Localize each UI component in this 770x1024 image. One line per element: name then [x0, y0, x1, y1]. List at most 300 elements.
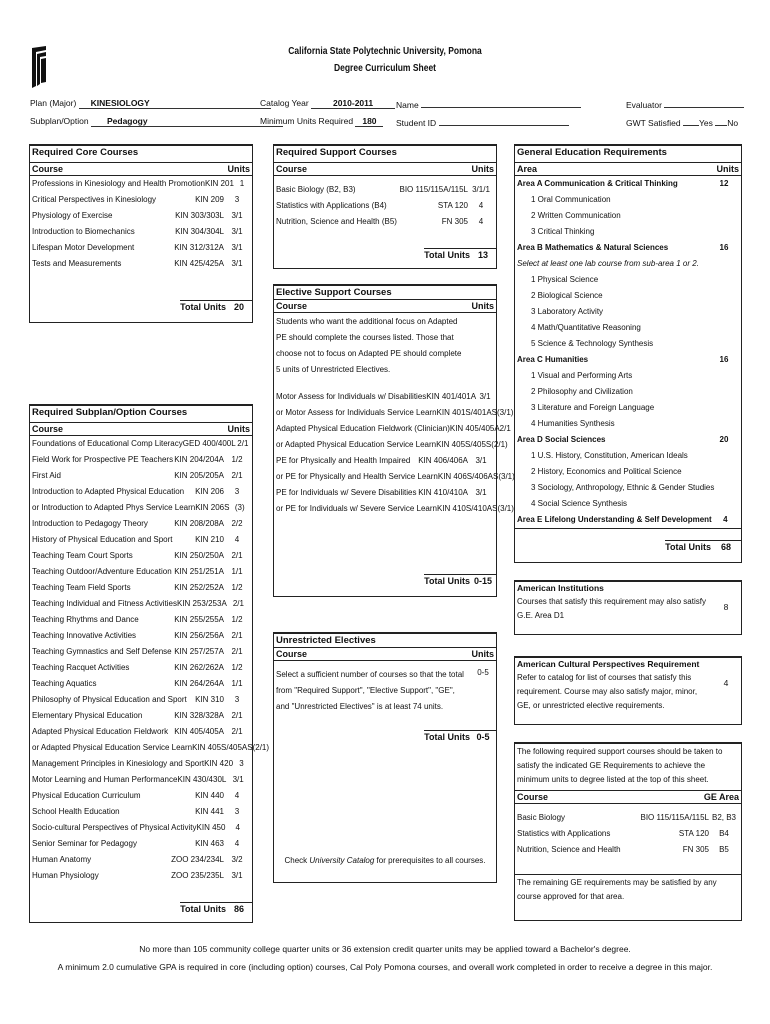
ge-row-text: 4 Humanities Synthesis — [531, 419, 615, 428]
elective-row — [274, 421, 511, 437]
elective-row — [274, 453, 496, 469]
elective-title: Elective Support Courses — [276, 287, 392, 298]
course-units: 2/1 — [232, 599, 244, 608]
student-id-input[interactable] — [439, 116, 569, 126]
course-units: 3/1 — [231, 243, 243, 252]
course-code: KIN 253/253A — [176, 599, 227, 608]
course-code: KIN 310 — [195, 695, 224, 704]
unrestricted-col-units: Units — [471, 649, 494, 659]
course-code: KIN 463 — [195, 839, 224, 848]
ge-row-area — [515, 176, 741, 192]
course-units: (3/1) — [497, 504, 514, 513]
ge-row-area — [515, 432, 741, 448]
unrestricted-box — [273, 632, 497, 883]
course-units: 2/1 — [231, 551, 243, 560]
course-name: Physical Education Curriculum — [32, 791, 141, 800]
subplan-total-label: Total Units — [180, 904, 226, 914]
ge-row-sub — [515, 416, 741, 432]
unrestricted-note: Select a sufficient number of courses so that the total from "Required Support", "Elective Support", "GE", and "Unrestricted Electives" is at least 74 units. — [276, 670, 464, 711]
subplan-row — [30, 740, 270, 756]
support-col-units: Units — [471, 164, 494, 174]
course-units: 1/2 — [231, 615, 243, 624]
course-code: KIN 401S/401AS — [436, 408, 497, 417]
ge-row-units — [709, 304, 739, 320]
support-table-header — [274, 162, 496, 176]
course-name: or Introduction to Adapted Phys Service Learn — [32, 503, 196, 512]
course-units: 1 — [239, 179, 245, 188]
ge-row-text: 2 History, Economics and Political Science — [531, 467, 682, 476]
name-label: Name — [396, 100, 419, 110]
american-cult-text: Refer to catalog for list of courses that satisfy this requirement. Course may also satisfy major, minor, GE, or unrestricted elective requirements. — [517, 673, 698, 710]
subplan-row — [30, 612, 252, 628]
gwt-yes-blank[interactable] — [683, 116, 699, 126]
core-row — [30, 224, 252, 240]
course-code: KIN 205/205A — [174, 471, 224, 480]
course-code: KIN 262/262A — [174, 663, 224, 672]
student-id-label: Student ID — [396, 118, 437, 128]
ge-row-sub — [515, 384, 741, 400]
course-name: Teaching Team Court Sports — [32, 551, 133, 560]
min-units-field — [260, 116, 383, 127]
prereq-check-note — [274, 856, 496, 865]
ge-col-area: Area — [517, 164, 538, 174]
ge-row-sub — [515, 320, 741, 336]
elective-courses-box — [273, 284, 515, 597]
course-code: KIN 264/264A — [174, 679, 224, 688]
course-units: 4 — [234, 839, 240, 848]
course-name: Teaching Individual and Fitness Activities — [32, 599, 177, 608]
subplan-row — [30, 436, 252, 452]
ge-row-units — [709, 496, 739, 512]
core-row — [30, 240, 252, 256]
gwt-no-blank[interactable] — [715, 116, 727, 126]
course-code: KIN 440 — [195, 791, 224, 800]
course-units: (3) — [234, 503, 245, 512]
course-units: 4 — [478, 217, 484, 226]
ge-requirements-box — [514, 144, 742, 563]
course-code: KIN 406/406A — [418, 456, 468, 465]
ge-total — [665, 540, 741, 552]
american-inst-units: 8 — [723, 602, 729, 612]
ge-row-text: 1 Visual and Performing Arts — [531, 371, 633, 380]
elective-row — [274, 501, 514, 517]
american-cult-title: American Cultural Perspectives Requirement — [517, 659, 700, 669]
ge-table-header — [515, 162, 741, 176]
course-code: KIN 406S/406AS — [437, 472, 499, 481]
catalog-year-field — [260, 98, 395, 109]
ge-row-text: 3 Literature and Foreign Language — [531, 403, 655, 412]
course-units: 3 — [234, 487, 240, 496]
course-units: 4 — [234, 535, 240, 544]
course-code: KIN 441 — [195, 807, 224, 816]
unrestricted-total-value: 0-5 — [470, 730, 496, 742]
ge-total-value: 68 — [711, 540, 741, 552]
ge-row-units — [709, 336, 739, 352]
elective-row — [274, 469, 515, 485]
subplan-total — [180, 902, 252, 914]
ge-row-sub — [515, 304, 741, 320]
course-name: Physiology of Exercise — [32, 211, 113, 220]
ge-row-text: 4 Social Science Synthesis — [531, 499, 628, 508]
subplan-value[interactable]: Pedagogy — [91, 116, 283, 127]
ge-row-text: Area A Communication & Critical Thinking — [517, 179, 678, 188]
course-name: School Health Education — [32, 807, 120, 816]
ge-row-text: Area E Lifelong Understanding & Self Development — [517, 515, 712, 524]
course-code: KIN 420 — [204, 759, 234, 768]
american-cultural-box — [514, 656, 742, 725]
subplan-row — [30, 820, 252, 836]
course-name: Tests and Measurements — [32, 259, 122, 268]
course-name: Management Principles in Kinesiology and Sport — [32, 759, 205, 768]
ge-row-units — [709, 256, 739, 272]
ge-row-text: Area D Social Sciences — [517, 435, 606, 444]
subplan-row — [30, 500, 252, 516]
course-code: KIN 410/410A — [418, 488, 468, 497]
prereq-prefix: Check — [284, 856, 310, 865]
course-name: History of Physical Education and Sport — [32, 535, 173, 544]
course-units: 4 — [234, 791, 240, 800]
ge-row-units — [709, 416, 739, 432]
course-name: Human Physiology — [32, 871, 99, 880]
course-units: 3/1 — [232, 775, 244, 784]
ge-row-units — [714, 480, 739, 496]
course-units: 3/2 — [231, 855, 243, 864]
course-code: KIN 312/312A — [174, 243, 224, 252]
support-ge-row — [515, 810, 741, 826]
support-ge-box — [514, 742, 742, 921]
ge-row-units: 12 — [719, 179, 729, 188]
course-name: Professions in Kinesiology and Health Promotion — [32, 179, 205, 188]
subplan-row — [30, 484, 252, 500]
elective-total — [424, 574, 496, 586]
unrestricted-note-row — [274, 661, 496, 716]
subplan-label: Subplan/Option — [30, 116, 89, 126]
american-cult-units: 4 — [723, 678, 729, 688]
core-total-label: Total Units — [180, 302, 226, 312]
subplan-row — [30, 772, 252, 788]
support-ge-rows — [515, 804, 741, 866]
subplan-field — [30, 116, 283, 127]
course-name: Philosophy of Physical Education and Sport — [32, 695, 187, 704]
course-code: KIN 303/303L — [175, 211, 224, 220]
course-code: KIN 209 — [195, 195, 224, 204]
course-name: Teaching Rhythms and Dance — [32, 615, 139, 624]
course-units: (3/1) — [498, 472, 515, 481]
ge-row-text: Area C Humanities — [517, 355, 589, 364]
ge-row-sub — [515, 368, 741, 384]
support-ge-course-code: STA 120 — [678, 829, 709, 838]
ge-row-text: 3 Sociology, Anthropology, Ethnic & Gender Studies — [531, 483, 715, 492]
course-code: KIN 256/256A — [174, 631, 224, 640]
course-name: Field Work for Prospective PE Teachers — [32, 455, 174, 464]
course-name: or Adapted Physical Education Service Learn — [32, 743, 193, 752]
ge-row-text: 1 Oral Communication — [531, 195, 611, 204]
student-id-field — [396, 116, 569, 128]
ge-row-area — [515, 352, 741, 368]
catalog-value[interactable]: 2010-2011 — [311, 98, 395, 109]
subplan-row — [30, 532, 252, 548]
ge-row-units — [709, 400, 739, 416]
ge-row-text: 3 Critical Thinking — [531, 227, 595, 236]
ge-row-italic — [515, 256, 741, 272]
course-units: 2/1 — [231, 647, 243, 656]
ge-row-sub — [515, 224, 741, 240]
support-ge-course-code: BIO 115/115A/115L — [640, 813, 709, 822]
subplan-row — [30, 676, 252, 692]
course-code: KIN 328/328A — [174, 711, 224, 720]
header-sheet-title: Degree Curriculum Sheet — [333, 63, 437, 74]
course-units: 2/1 — [499, 424, 511, 433]
core-table-header — [30, 162, 252, 176]
subplan-row — [30, 804, 252, 820]
name-field — [396, 98, 581, 110]
support-title: Required Support Courses — [276, 147, 397, 158]
support-ge-intro: The following required support courses should be taken to satisfy the indicated GE Requirements to achieve the minimum units to degree listed at the top of this sheet. — [517, 747, 723, 784]
course-code: KIN 210 — [195, 535, 224, 544]
course-name: or PE for Individuals w/ Severe Service Learn — [276, 504, 437, 513]
course-units: 2/1 — [231, 727, 243, 736]
elective-total-value: 0-15 — [470, 574, 496, 586]
support-ge-course-name: Statistics with Applications — [517, 829, 611, 838]
name-input[interactable] — [421, 98, 581, 108]
course-code: KIN 425/425A — [174, 259, 224, 268]
course-code: KIN 252/252A — [174, 583, 224, 592]
support-ge-course-name: Nutrition, Science and Health — [517, 845, 621, 854]
support-ge-col-course: Course — [517, 792, 549, 802]
course-units: 1/2 — [231, 455, 243, 464]
subplan-row — [30, 756, 252, 772]
min-units-label: Minimum Units Required — [260, 116, 354, 126]
american-institutions-box — [514, 580, 742, 635]
american-inst-text: Courses that satisfy this requirement may also satisfy G.E. Area D1 — [517, 597, 706, 620]
subplan-row — [30, 708, 252, 724]
subplan-row — [30, 596, 252, 612]
plan-value[interactable]: KINESIOLOGY — [79, 98, 271, 109]
ge-row-text: Select at least one lab course from sub-area 1 or 2. — [517, 259, 699, 268]
course-units: 3/1 — [231, 211, 243, 220]
course-units: 2/1 — [231, 711, 243, 720]
course-code: GED 400/400L — [182, 439, 236, 448]
course-code: KIN 250/250A — [174, 551, 224, 560]
elective-table-header — [274, 299, 496, 313]
course-units: 3 — [239, 759, 244, 768]
course-code: KIN 430/430L — [177, 775, 227, 784]
support-courses-box — [273, 144, 497, 269]
course-name: Teaching Aquatics — [32, 679, 97, 688]
course-units: 3/1/1 — [472, 185, 490, 194]
course-units: 1/2 — [231, 663, 243, 672]
elective-col-course: Course — [276, 301, 308, 311]
evaluator-label: Evaluator — [626, 100, 662, 110]
ge-row-units — [709, 224, 739, 240]
course-name: Lifespan Motor Development — [32, 243, 135, 252]
subplan-row — [30, 836, 252, 852]
course-code: KIN 405/405A — [174, 727, 224, 736]
subplan-row — [30, 548, 252, 564]
plan-label: Plan (Major) — [30, 98, 77, 108]
subplan-row — [30, 628, 252, 644]
course-code: KIN 405S/405AS — [192, 743, 253, 752]
elective-col-units: Units — [471, 301, 494, 311]
subplan-row — [30, 868, 252, 884]
course-code: KIN 257/257A — [174, 647, 224, 656]
support-rows — [274, 176, 496, 230]
subplan-row — [30, 724, 252, 740]
course-units: 3/1 — [479, 392, 491, 401]
ge-row-units — [709, 368, 739, 384]
elective-row — [274, 405, 514, 421]
course-units: 3/1 — [475, 488, 487, 497]
elective-total-label: Total Units — [424, 576, 470, 586]
american-inst-title: American Institutions — [517, 583, 604, 593]
support-ge-area: B2, B3 — [711, 813, 736, 822]
support-total-label: Total Units — [424, 250, 470, 260]
subplan-row — [30, 516, 252, 532]
course-name: Introduction to Biomechanics — [32, 227, 135, 236]
course-name: Teaching Innovative Activities — [32, 631, 137, 640]
ge-row-text: 4 Math/Quantitative Reasoning — [531, 323, 641, 332]
subplan-row — [30, 580, 252, 596]
support-ge-col-ge: GE Area — [703, 792, 739, 802]
course-code: KIN 450 — [196, 823, 226, 832]
evaluator-input[interactable] — [664, 98, 744, 108]
ge-row-sub — [515, 272, 741, 288]
course-name: or PE for Physically and Health Service Learn — [276, 472, 438, 481]
subplan-row — [30, 468, 252, 484]
unrestricted-total — [424, 730, 496, 742]
subplan-row — [30, 692, 252, 708]
ge-col-units: Units — [716, 164, 739, 174]
min-units-value[interactable]: 180 — [355, 116, 383, 127]
core-col-course: Course — [32, 164, 64, 174]
gwt-label: GWT Satisfied — [626, 118, 681, 128]
ge-row-units — [709, 192, 739, 208]
course-name: Statistics with Applications (B4) — [276, 201, 387, 210]
core-rows — [30, 176, 252, 272]
course-units: 4 — [478, 201, 484, 210]
ge-row-text: 2 Biological Science — [531, 291, 603, 300]
subplan-row — [30, 452, 252, 468]
course-code: KIN 304/304L — [175, 227, 224, 236]
support-row — [274, 182, 496, 198]
university-logo-icon — [28, 46, 48, 88]
unrestricted-title: Unrestricted Electives — [276, 635, 376, 646]
course-code: FN 305 — [441, 217, 468, 226]
course-units: 2/2 — [231, 519, 243, 528]
course-code: STA 120 — [437, 201, 468, 210]
course-units: 2/1 — [231, 631, 243, 640]
gwt-yes-label: Yes — [699, 118, 713, 128]
course-units: 3/1 — [475, 456, 487, 465]
course-name: Adapted Physical Education Fieldwork — [32, 727, 169, 736]
course-name: Critical Perspectives in Kinesiology — [32, 195, 157, 204]
course-name: Teaching Team Field Sports — [32, 583, 131, 592]
subplan-table-header — [30, 422, 252, 436]
ge-row-sub — [515, 464, 741, 480]
support-col-course: Course — [276, 164, 308, 174]
core-courses-box — [29, 144, 253, 323]
course-units: (2/1) — [491, 440, 508, 449]
ge-row-sub — [515, 448, 741, 464]
ge-row-sub — [515, 288, 741, 304]
course-code: KIN 206 — [195, 487, 224, 496]
core-row — [30, 208, 252, 224]
course-name: Basic Biology (B2, B3) — [276, 185, 356, 194]
support-ge-table-header — [515, 790, 741, 804]
core-row — [30, 176, 252, 192]
support-ge-course-code: FN 305 — [682, 845, 709, 854]
ge-row-units: 4 — [723, 515, 728, 524]
unrestricted-col-course: Course — [276, 649, 308, 659]
footer-gpa-note: A minimum 2.0 cumulative GPA is required in core (including option) courses, Cal Poly Pomona courses, and overall work completed in order to receive a degree in this major. — [57, 962, 713, 972]
subplan-title: Required Subplan/Option Courses — [32, 407, 188, 418]
course-units: 3 — [234, 695, 240, 704]
course-name: Foundations of Educational Comp Literacy — [32, 439, 183, 448]
course-code: KIN 251/251A — [174, 567, 224, 576]
support-ge-row — [515, 826, 741, 842]
course-name: Human Anatomy — [32, 855, 92, 864]
course-name: PE for Individuals w/ Severe Disabilities — [276, 488, 417, 497]
course-name: or Adapted Physical Education Service Learn — [276, 440, 437, 449]
course-units: 4 — [235, 823, 240, 832]
support-ge-area: B5 — [719, 845, 729, 854]
unrestricted-total-label: Total Units — [424, 732, 470, 742]
ge-row-units — [709, 208, 739, 224]
ge-title: General Education Requirements — [517, 147, 667, 158]
course-code: KIN 401/401A — [426, 392, 477, 401]
course-name: Introduction to Pedagogy Theory — [32, 519, 148, 528]
plan-field — [30, 98, 271, 109]
core-total-value: 20 — [226, 300, 252, 312]
ge-row-area — [515, 512, 741, 529]
course-units: 3 — [234, 807, 240, 816]
support-row — [274, 198, 496, 214]
subplan-row — [30, 788, 252, 804]
unrestricted-table-header — [274, 647, 496, 661]
course-units: (2/1) — [252, 743, 270, 752]
ge-row-units — [709, 384, 739, 400]
subplan-total-value: 86 — [226, 902, 252, 914]
elective-rows — [274, 379, 515, 517]
course-name: First Aid — [32, 471, 61, 480]
course-name: Introduction to Adapted Physical Education — [32, 487, 185, 496]
course-name: Senior Seminar for Pedagogy — [32, 839, 137, 848]
support-ge-area: B4 — [719, 829, 729, 838]
ge-row-units — [709, 320, 739, 336]
course-name: Teaching Racquet Activities — [32, 663, 130, 672]
ge-row-units: 16 — [719, 243, 729, 252]
ge-row-units — [709, 288, 739, 304]
course-code: ZOO 234/234L — [171, 855, 224, 864]
course-code: BIO 115/115A/115L — [399, 185, 468, 194]
course-name: Nutrition, Science and Health (B5) — [276, 217, 397, 226]
ge-row-text: 2 Philosophy and Civilization — [531, 387, 633, 396]
support-ge-course-name: Basic Biology — [517, 813, 566, 822]
ge-row-area — [515, 240, 741, 256]
support-total-value: 13 — [470, 248, 496, 260]
ge-row-sub — [515, 400, 741, 416]
course-code: KIN 410S/410AS — [436, 504, 498, 513]
ge-row-sub — [515, 496, 741, 512]
course-name: PE for Physically and Health Impaired — [276, 456, 411, 465]
core-row — [30, 256, 252, 272]
ge-row-sub — [515, 336, 741, 352]
course-units: 3/1 — [231, 227, 243, 236]
ge-row-units — [709, 464, 739, 480]
ge-row-sub — [515, 208, 741, 224]
course-name: Adapted Physical Education Fieldwork (Clinician) — [276, 424, 450, 433]
ge-row-units — [709, 448, 739, 464]
